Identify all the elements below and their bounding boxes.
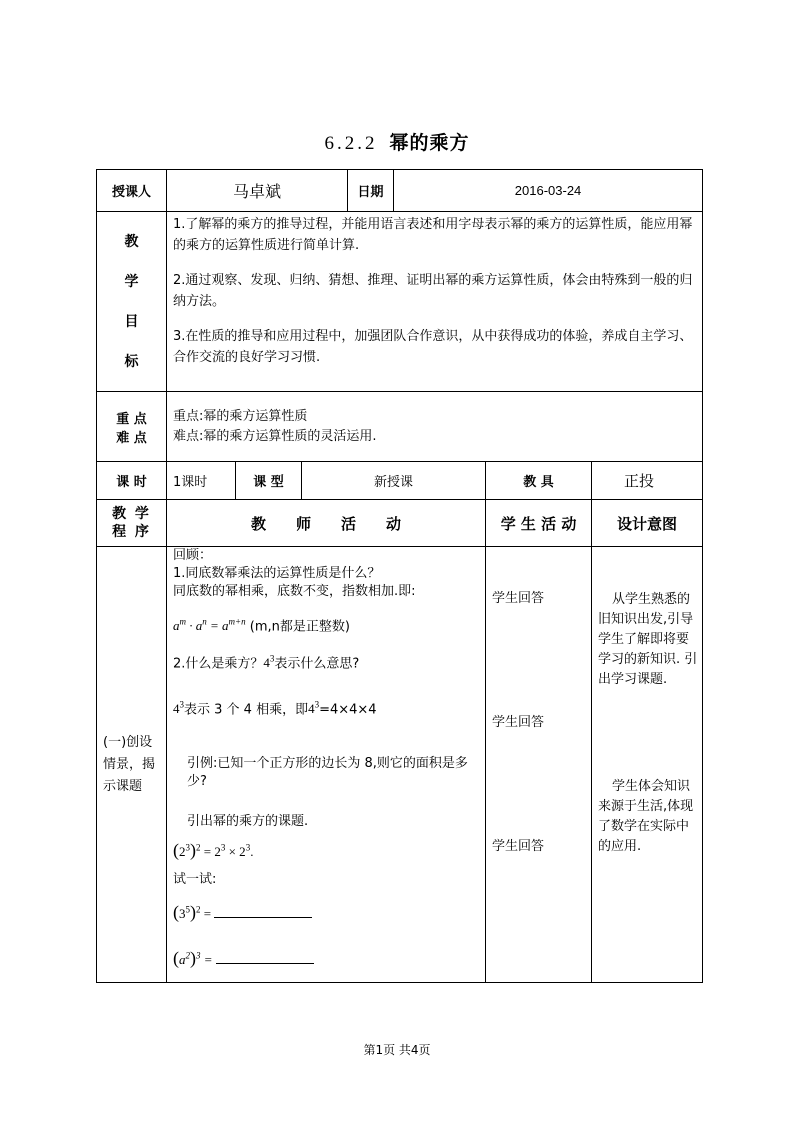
objectives-row xyxy=(97,212,703,392)
answer-1: 同底数的幂相乘，底数不变，指数相加.即: xyxy=(173,584,416,599)
procedure-header: 教 学 程 序 xyxy=(97,500,167,547)
difficult-label: 难 点 xyxy=(116,430,147,446)
formula-power-product: $a^m \cdot a^n = a^{m+n}$ xyxy=(173,617,246,634)
lesson-date: 2016-03-24 xyxy=(394,170,703,212)
stage-row xyxy=(97,547,703,983)
lesson-title: 幂的乘方 xyxy=(389,132,470,154)
key-label: 重 点 xyxy=(116,411,147,427)
key-point: 重点:幂的乘方运算性质 xyxy=(173,408,308,424)
review-label: 回顾： xyxy=(173,548,213,563)
header-row xyxy=(97,170,703,212)
math-two-cubed-squared: $(2^3)^2 = 2^3 \times 2^3$. xyxy=(173,840,254,861)
question-2 xyxy=(173,650,481,673)
key-points-content xyxy=(167,392,703,462)
lead-text: 引出幂的乘方的课题. xyxy=(187,814,309,829)
design-intent-2: 学生体会知识来源于生活,体现了数学在实际中的应用. xyxy=(598,779,694,854)
student-answer: 学生回答 xyxy=(492,591,545,606)
type-label: 课 型 xyxy=(236,462,302,500)
answer-blank xyxy=(214,905,312,918)
objectives-label-char: 教 xyxy=(124,233,139,250)
teacher-name: 马卓斌 xyxy=(167,170,348,212)
math-three-fifth-squared: $(3^5)^2$ = xyxy=(173,902,215,923)
lesson-number: 6.2.2 xyxy=(324,133,378,154)
question-2-text: 2.什么是乘方？ xyxy=(173,656,264,672)
type-value: 新授课 xyxy=(302,462,486,500)
tools-value: 正投 xyxy=(592,462,703,500)
hours-label: 课 时 xyxy=(97,462,167,500)
question-1: 1.同底数幂乘法的运算性质是什么？ xyxy=(173,566,381,581)
key-points-label xyxy=(97,392,167,462)
tools-label: 教 具 xyxy=(486,462,592,500)
page-footer: 第1页 共4页 xyxy=(363,1043,431,1057)
page-title xyxy=(0,128,794,155)
question-2-tail: 表示什么意思? xyxy=(274,656,360,672)
student-activity-content xyxy=(486,547,592,983)
exercise-1 xyxy=(173,897,481,928)
objective-item: 2.通过观察、发现、归纳、猜想、推理、证明出幂的乘方运算性质，体会由特殊到一般的归纳方法。 xyxy=(173,273,693,309)
difficult-point: 难点:幂的乘方运算性质的灵活运用. xyxy=(173,428,377,444)
lesson-plan-table xyxy=(96,169,703,983)
try-label: 试一试: xyxy=(173,872,217,887)
math-four-cubed: $4^3$ xyxy=(263,654,275,671)
student-activity-header: 学 生 活 动 xyxy=(486,500,592,547)
teacher-label: 授课人 xyxy=(97,170,167,212)
hours-value: 1课时 xyxy=(167,462,236,500)
columns-header-row xyxy=(97,500,703,547)
power-of-power-example xyxy=(173,835,481,866)
objective-item: 3.在性质的推导和应用过程中，加强团队合作意识，从中获得成功的体验，养成自主学习、合作交流的良好学习习惯. xyxy=(173,329,693,365)
objectives-label-char: 学 xyxy=(124,273,139,290)
student-answer: 学生回答 xyxy=(492,715,545,730)
design-intent-content xyxy=(592,547,703,983)
exercise-2 xyxy=(173,943,481,974)
math-four-cubed: $4^3$ xyxy=(308,700,320,717)
info-row xyxy=(97,462,703,500)
objectives-content xyxy=(167,212,703,392)
formula-note: (m,n都是正整数) xyxy=(249,619,350,635)
answer-2-tail: =4×4×4 xyxy=(319,702,377,718)
stage-name: (一)创设情景，揭示课题 xyxy=(97,547,167,983)
teacher-activity-header: 教 师 活 动 xyxy=(167,500,486,547)
math-four-cubed: $4^3$ xyxy=(173,700,184,717)
key-points-row xyxy=(97,392,703,462)
formula-line xyxy=(173,613,481,636)
design-intent-1: 从学生熟悉的旧知识出发,引导学生了解即将要学习的新知识. 引出学习课题. xyxy=(598,592,698,687)
answer-2 xyxy=(173,696,481,719)
objectives-label-char: 标 xyxy=(124,353,139,370)
teacher-activity-content xyxy=(167,547,486,983)
math-a-squared-cubed: $(a^2)^3$ = xyxy=(173,948,216,969)
objectives-label xyxy=(97,212,167,392)
answer-blank xyxy=(216,951,314,964)
example-question: 引例:已知一个正方形的边长为 8,则它的面积是多少? xyxy=(187,756,468,789)
design-intent-header: 设计意图 xyxy=(592,500,703,547)
objectives-label-char: 目 xyxy=(124,313,139,330)
student-answer: 学生回答 xyxy=(492,839,545,854)
answer-2-text: 表示 3 个 4 相乘，即 xyxy=(184,702,309,718)
objective-item: 1.了解幂的乘方的推导过程，并能用语言表述和用字母表示幂的乘方的运算性质，能应用幂的乘方的运算性质进行简单计算. xyxy=(173,217,693,253)
date-label: 日期 xyxy=(348,170,394,212)
